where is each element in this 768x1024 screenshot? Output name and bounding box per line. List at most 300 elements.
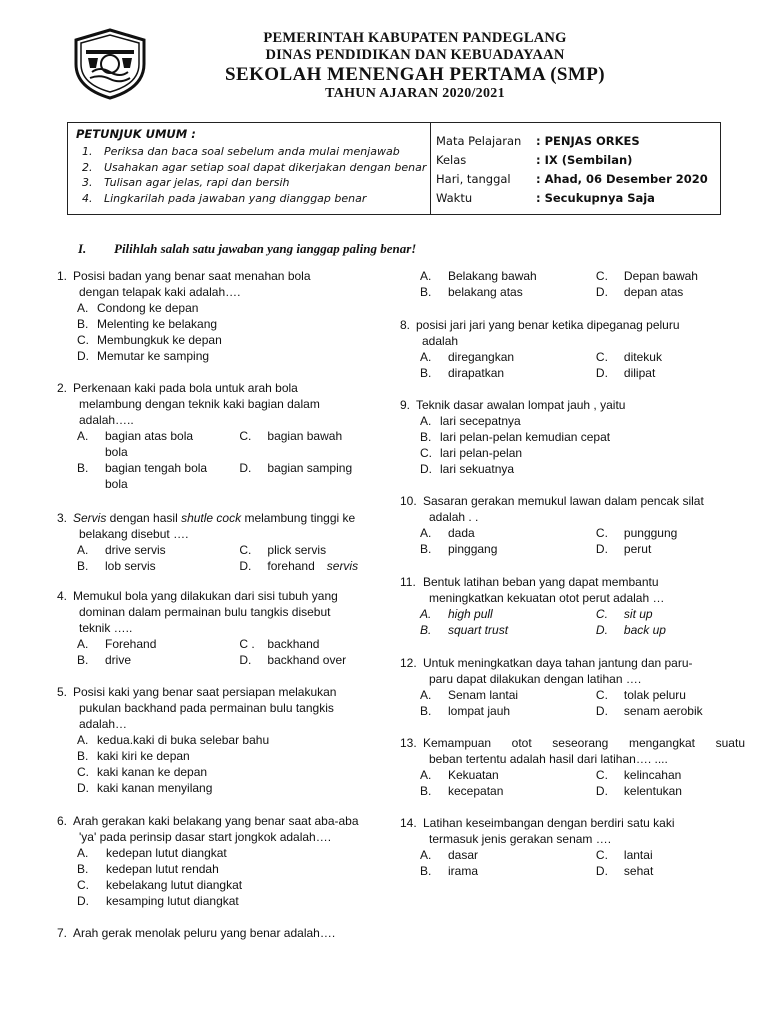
- question-line: paru dapat dilakukan dengan latihan ….: [429, 672, 642, 686]
- option-text: lompat jauh: [448, 704, 511, 718]
- option-letter: B.: [420, 864, 432, 878]
- option: [77, 542, 239, 558]
- question-line: dengan telapak kaki adalah….: [79, 285, 241, 299]
- option-letter: C.: [595, 607, 608, 621]
- option-text: kedua.kaki di buka selebar bahu: [97, 733, 270, 747]
- option-text: punggung: [623, 526, 678, 540]
- option: [596, 847, 745, 863]
- option-row: [420, 687, 745, 703]
- option: [420, 349, 596, 365]
- question-line: teknik …..: [79, 621, 133, 635]
- option: [420, 541, 596, 557]
- section-heading: [78, 241, 416, 257]
- question-line: Sasaran gerakan memukul lawan dalam pencak silat: [423, 494, 704, 508]
- instruction-number: 2.: [82, 160, 93, 174]
- option-letter: B.: [77, 461, 89, 475]
- option: [596, 349, 745, 365]
- option-text: kaki kanan menyilang: [97, 781, 213, 795]
- option: [77, 764, 377, 780]
- option-text: backhand: [267, 637, 320, 651]
- question-text: [423, 574, 745, 606]
- option: [596, 783, 745, 799]
- option: [239, 460, 377, 492]
- option-row: [420, 365, 745, 381]
- option-letter: A.: [420, 768, 432, 782]
- option-text: bagian tengah bola bola: [105, 461, 208, 491]
- option: [596, 541, 745, 557]
- question-line: Bentuk latihan beban yang dapat membantu: [423, 575, 659, 589]
- instruction-item: [82, 191, 427, 207]
- options-grid: [77, 428, 377, 492]
- option-letter: B.: [77, 749, 89, 763]
- question-term: Servis: [73, 511, 107, 525]
- option-text: lantai: [623, 848, 653, 862]
- option-letter: C.: [595, 688, 608, 702]
- option-letter: C.: [77, 333, 89, 347]
- option-text: ditekuk: [623, 350, 662, 364]
- option: [77, 428, 239, 460]
- option-letter: A.: [77, 846, 89, 860]
- question-line: adalah . .: [429, 510, 479, 524]
- question-5: [57, 684, 377, 796]
- option-letter: D.: [595, 366, 608, 380]
- option-row: [420, 767, 745, 783]
- instructions-list: [82, 144, 427, 206]
- option-extra: servis: [326, 559, 359, 573]
- instruction-number: 1.: [82, 145, 93, 158]
- option-letter: A.: [420, 269, 432, 283]
- options-list: [77, 732, 377, 796]
- info-label: Hari, tanggal: [436, 172, 511, 186]
- option-text: kebelakang lutut diangkat: [106, 878, 243, 892]
- option-text: Melenting ke belakang: [97, 317, 218, 331]
- question-line: meningkatkan kekuatan otot perut adalah …: [429, 591, 665, 605]
- option: [77, 652, 239, 668]
- option-letter: A.: [77, 637, 89, 651]
- options-grid: [420, 525, 745, 557]
- question-stem: [57, 510, 377, 542]
- option-text: Condong ke depan: [97, 301, 199, 315]
- option-row: [420, 622, 745, 638]
- option-text: kesamping lutut diangkat: [106, 894, 239, 908]
- question-2: [57, 380, 377, 492]
- option: [420, 525, 596, 541]
- question-9: [400, 397, 745, 477]
- option-letter: D.: [595, 864, 608, 878]
- question-stem: [57, 813, 377, 845]
- option-text: kedepan lutut diangkat: [106, 846, 227, 860]
- info-label: Waktu: [436, 191, 473, 205]
- exam-info: [436, 132, 708, 208]
- option-text: dasar: [448, 848, 479, 862]
- question-line: Posisi badan yang benar saat menahan bola: [73, 269, 311, 283]
- question-text: [73, 268, 377, 300]
- question-text: [416, 397, 745, 413]
- option: [77, 748, 377, 764]
- option-text: lari secepatnya: [440, 414, 521, 428]
- option: [420, 703, 596, 719]
- question-text: [423, 815, 745, 847]
- option-letter: D.: [239, 559, 252, 573]
- option: [420, 413, 745, 429]
- question-stem: [400, 317, 745, 349]
- section-title: Pilihlah salah satu jawaban yang ianggap paling benar!: [114, 241, 417, 256]
- option: [239, 652, 377, 668]
- option-letter: C.: [239, 429, 252, 443]
- option: [420, 622, 596, 638]
- option-letter: D.: [77, 894, 89, 908]
- instruction-text: Periksa dan baca soal sebelum anda mulai menjawab: [104, 145, 400, 158]
- option-letter: B.: [420, 366, 432, 380]
- question-text: [73, 684, 377, 732]
- question-8: [400, 317, 745, 381]
- option: [420, 687, 596, 703]
- option: [596, 767, 745, 783]
- option-text: squart trust: [448, 623, 509, 637]
- option-text: depan atas: [623, 285, 684, 299]
- question-14: [400, 815, 745, 879]
- option: [77, 332, 377, 348]
- question-1: [57, 268, 377, 364]
- option-letter: B.: [420, 704, 432, 718]
- question-text: [423, 493, 745, 525]
- question-line: melambung dengan teknik kaki bagian dalam: [79, 397, 320, 411]
- question-line: Arah gerak menolak peluru yang benar adalah….: [73, 926, 336, 940]
- options-grid: [420, 687, 745, 719]
- info-value: : IX (Sembilan): [536, 153, 633, 167]
- option-letter: A.: [77, 301, 89, 315]
- question-number: 1.: [57, 269, 68, 283]
- question-12: [400, 655, 745, 719]
- option-text: Kekuatan: [448, 768, 499, 782]
- option-letter: B.: [420, 542, 432, 556]
- option-row: [420, 606, 745, 622]
- option-text: dilipat: [623, 366, 656, 380]
- question-3: [57, 510, 377, 574]
- option: [420, 767, 596, 783]
- option-text: Forehand: [105, 637, 157, 651]
- option-letter: A.: [420, 607, 432, 621]
- option: [420, 284, 596, 300]
- option: [239, 558, 377, 574]
- question-line: beban tertentu adalah hasil dari latihan…. ....: [429, 752, 668, 766]
- option-letter: C.: [239, 543, 252, 557]
- options-grid: [420, 767, 745, 799]
- question-line: Posisi kaki yang benar saat persiapan melakukan: [73, 685, 337, 699]
- question-7-options: [400, 268, 745, 300]
- question-number: 8.: [400, 318, 411, 332]
- option-text: lari sekuatnya: [440, 462, 515, 476]
- question-number: 14.: [400, 816, 417, 830]
- question-line: Perkenaan kaki pada bola untuk arah bola: [73, 381, 298, 395]
- option-text: drive servis: [105, 543, 166, 557]
- option-row: [420, 863, 745, 879]
- option: [420, 268, 596, 284]
- option-text: lob servis: [105, 559, 156, 573]
- question-line: Kemampuan otot seseorang mengangkat suatu: [423, 736, 745, 750]
- option-letter: C.: [77, 878, 89, 892]
- option-text: lari pelan-pelan kemudian cepat: [440, 430, 611, 444]
- question-4: [57, 588, 377, 668]
- options-grid: [420, 268, 745, 300]
- options-list: [77, 845, 377, 909]
- option: [239, 428, 377, 460]
- question-line: [73, 510, 377, 526]
- info-value: : PENJAS ORKES: [536, 134, 640, 148]
- option-text: dada: [448, 526, 475, 540]
- option-text: tolak peluru: [623, 688, 686, 702]
- instructions-box: [67, 122, 721, 215]
- question-stem: [400, 397, 745, 413]
- question-stem: [400, 493, 745, 525]
- option: [596, 365, 745, 381]
- instruction-number: 4.: [82, 191, 93, 205]
- option-text: pinggang: [448, 542, 498, 556]
- option-letter: D.: [77, 349, 89, 363]
- option-text: perut: [623, 542, 652, 556]
- option: [77, 460, 239, 492]
- option-text: forehand: [267, 559, 315, 573]
- option-text: drive: [105, 653, 132, 667]
- option: [239, 542, 377, 558]
- question-line: Untuk meningkatkan daya tahan jantung dan paru-: [423, 656, 693, 670]
- question-number: 11.: [400, 575, 416, 589]
- option-row: [420, 525, 745, 541]
- option-letter: D.: [77, 781, 89, 795]
- option: [77, 732, 377, 748]
- instruction-item: [82, 144, 427, 160]
- question-line: 'ya' pada perinsip dasar start jongkok adalah….: [79, 830, 332, 844]
- option: [420, 429, 745, 445]
- option-text: kaki kanan ke depan: [97, 765, 208, 779]
- option: [596, 622, 745, 638]
- option-letter: A.: [420, 848, 432, 862]
- info-row: [436, 189, 708, 208]
- header-school-year: TAHUN AJARAN 2020/2021: [325, 86, 505, 101]
- question-number: 3.: [57, 511, 68, 525]
- option-letter: D.: [239, 653, 252, 667]
- question-stem: [57, 925, 377, 941]
- option-row: [77, 428, 377, 460]
- option-letter: C.: [595, 350, 608, 364]
- option-letter: C.: [595, 768, 608, 782]
- option-row: [420, 541, 745, 557]
- option-letter: C.: [595, 848, 608, 862]
- header-government: PEMERINTAH KABUPATEN PANDEGLANG: [263, 30, 567, 46]
- question-6: [57, 813, 377, 909]
- option: [596, 863, 745, 879]
- option: [596, 687, 745, 703]
- option-letter: D.: [595, 285, 608, 299]
- option-letter: B.: [77, 653, 89, 667]
- option: [420, 365, 596, 381]
- question-number: 12.: [400, 656, 417, 670]
- question-text: [73, 380, 377, 428]
- question-number: 10.: [400, 494, 417, 508]
- options-grid: [420, 847, 745, 879]
- options-list: [420, 413, 745, 477]
- question-line: adalah…..: [79, 413, 134, 427]
- question-line: Memukul bola yang dilakukan dari sisi tubuh yang: [73, 589, 338, 603]
- box-divider: [430, 123, 431, 214]
- info-value: : Secukupnya Saja: [536, 191, 655, 205]
- option: [420, 445, 745, 461]
- option-text: senam aerobik: [623, 704, 703, 718]
- option-text: sit up: [623, 607, 653, 621]
- question-line: adalah…: [79, 717, 128, 731]
- option-row: [420, 783, 745, 799]
- option: [596, 268, 745, 284]
- option-row: [77, 636, 377, 652]
- question-fragment: melambung tinggi ke: [241, 511, 356, 525]
- option-letter: B.: [77, 559, 89, 573]
- option-text: lari pelan-pelan: [440, 446, 523, 460]
- instruction-text: Tulisan agar jelas, rapi dan bersih: [104, 176, 290, 189]
- option: [420, 863, 596, 879]
- option-letter: B.: [420, 784, 432, 798]
- question-text: [416, 317, 745, 349]
- option-text: high pull: [448, 607, 493, 621]
- options-grid: [420, 606, 745, 638]
- question-number: 13.: [400, 736, 417, 750]
- question-stem: [400, 655, 745, 687]
- question-line: belakang disebut ….: [79, 527, 189, 541]
- option-letter: B.: [420, 430, 432, 444]
- option-text: Memutar ke samping: [97, 349, 210, 363]
- question-text: [423, 655, 745, 687]
- option-text: Belakang bawah: [448, 269, 537, 283]
- instruction-item: [82, 175, 427, 191]
- question-10: [400, 493, 745, 557]
- question-number: 5.: [57, 685, 68, 699]
- instruction-item: [82, 160, 427, 176]
- question-line: posisi jari jari yang benar ketika dipeganag peluru: [416, 318, 680, 332]
- option: [420, 847, 596, 863]
- option-letter: D.: [595, 704, 608, 718]
- option-text: Depan bawah: [623, 269, 698, 283]
- option-text: kelentukan: [623, 784, 682, 798]
- option: [420, 783, 596, 799]
- option: [420, 606, 596, 622]
- option-text: bagian atas bola bola: [105, 429, 194, 459]
- info-row: [436, 170, 708, 189]
- question-line: adalah: [422, 334, 459, 348]
- options-grid: [77, 542, 377, 574]
- option-text: sehat: [623, 864, 654, 878]
- option: [77, 316, 377, 332]
- info-label: Mata Pelajaran: [436, 134, 522, 148]
- option-letter: B.: [420, 285, 432, 299]
- option-row: [420, 703, 745, 719]
- option: [77, 558, 239, 574]
- question-text: [423, 735, 745, 767]
- option-text: plick servis: [267, 543, 327, 557]
- option-row: [77, 558, 377, 574]
- question-number: 7.: [57, 926, 68, 940]
- option-row: [420, 847, 745, 863]
- option: [420, 461, 745, 477]
- instruction-number: 3.: [82, 176, 93, 189]
- question-text: [73, 813, 377, 845]
- option-letter: A.: [77, 543, 89, 557]
- question-13: [400, 735, 745, 799]
- option-letter: A.: [77, 429, 89, 443]
- option-letter: D.: [595, 542, 608, 556]
- options-list: [77, 300, 377, 364]
- option: [596, 284, 745, 300]
- question-number: 2.: [57, 381, 68, 395]
- option: [77, 636, 239, 652]
- question-text: [73, 925, 377, 941]
- question-line: Teknik dasar awalan lompat jauh , yaitu: [416, 398, 626, 412]
- option-letter: D.: [595, 784, 608, 798]
- question-stem: [400, 735, 745, 767]
- option-text: bagian bawah: [267, 429, 343, 443]
- option: [77, 861, 377, 877]
- header-school-name: SEKOLAH MENENGAH PERTAMA (SMP): [225, 64, 605, 85]
- question-fragment: dengan hasil: [106, 511, 182, 525]
- info-value: : Ahad, 06 Desember 2020: [536, 172, 708, 186]
- instruction-text: Lingkarilah pada jawaban yang dianggap benar: [104, 191, 367, 205]
- option-letter: A.: [77, 733, 89, 747]
- option-text: kelincahan: [623, 768, 682, 782]
- question-stem: [57, 268, 377, 300]
- option-row: [77, 542, 377, 558]
- option-letter: C.: [595, 526, 608, 540]
- option: [77, 348, 377, 364]
- option: [77, 300, 377, 316]
- info-label: Kelas: [436, 153, 467, 167]
- header-department: DINAS PENDIDIKAN DAN KEBUADAYAAN: [265, 47, 565, 63]
- option-row: [420, 284, 745, 300]
- instructions-title: PETUNJUK UMUM :: [76, 127, 196, 141]
- question-number: 9.: [400, 398, 411, 412]
- option-row: [420, 349, 745, 365]
- question-term: shutle cock: [181, 511, 242, 525]
- regency-logo-icon: [72, 28, 148, 100]
- question-stem: [400, 574, 745, 606]
- option-text: irama: [448, 864, 479, 878]
- option-letter: C.: [420, 446, 432, 460]
- question-line: termasuk jenis gerakan senam ….: [429, 832, 612, 846]
- question-11: [400, 574, 745, 638]
- option-text: kedepan lutut rendah: [106, 862, 219, 876]
- options-grid: [77, 636, 377, 668]
- instruction-text: Usahakan agar setiap soal dapat dikerjakan dengan benar: [104, 160, 427, 174]
- question-number: 4.: [57, 589, 68, 603]
- info-row: [436, 132, 708, 151]
- question-text: [73, 510, 377, 542]
- options-grid: [420, 349, 745, 381]
- question-stem: [400, 815, 745, 847]
- option-letter: A.: [420, 526, 432, 540]
- option-row: [77, 460, 377, 492]
- option-row: [77, 652, 377, 668]
- option-row: [420, 268, 745, 284]
- option-letter: A.: [420, 350, 432, 364]
- question-line: dominan dalam permainan bulu tangkis disebut: [79, 605, 331, 619]
- option-letter: D.: [239, 461, 252, 475]
- option: [239, 636, 377, 652]
- option-text: kecepatan: [448, 784, 504, 798]
- option-text: kaki kiri ke depan: [97, 749, 190, 763]
- option: [77, 893, 377, 909]
- question-line: pukulan backhand pada permainan bulu tangkis: [79, 701, 334, 715]
- option: [77, 845, 377, 861]
- section-number: I.: [78, 241, 87, 256]
- option-letter: C.: [595, 269, 608, 283]
- option-letter: A.: [420, 688, 432, 702]
